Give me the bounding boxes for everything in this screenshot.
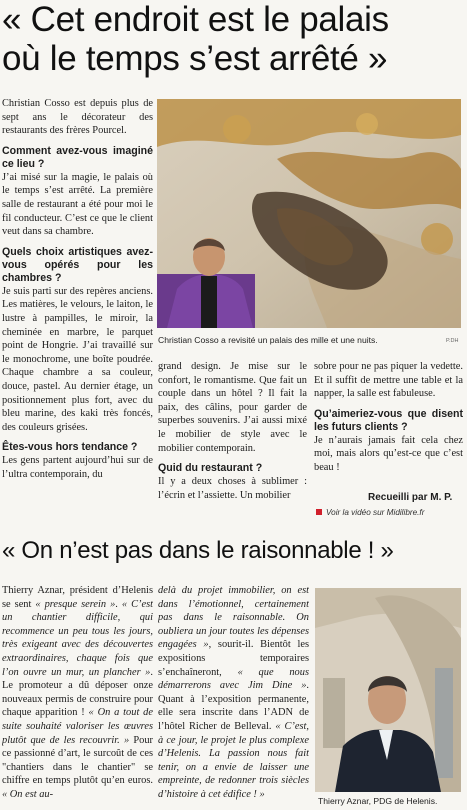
palace-photo [157, 99, 461, 328]
question-2: Quels choix artistiques avez-vous opérés pour les chambres ? [2, 245, 153, 284]
text-segment: , sourit-il. Bientôt les expositions temporaires s’enchaîneront, [158, 639, 309, 678]
question-4: Quid du restaurant ? [158, 462, 263, 475]
column-2-text: grand design. Je mise sur le confort, le romantisme. Que fait un couple dans un hôtel ? Il fait la paix, des câlins, pour garder de superbes souvenirs. J’ai aussi mixé le mobilier de style avec le mobilier contemporain. [158, 361, 307, 454]
palace-photo-illustration [157, 99, 461, 328]
question-1: Comment avez-vous imaginé ce lieu ? [2, 144, 153, 170]
answer-2: Je suis parti sur des repères anciens. Les matières, le velours, le laiton, le lustre à pampilles, le miroir, la cheminée en marbre, le parquet point de Hongrie. J’ai travaillé sur le monochrome, une boîte poudrée. Chaque chambre a sa couleur, douce, pastel. Au dernier étage, un positionnement plus fort, avec du bleu marine, des kaki très foncés, des couleurs grisées. [2, 285, 153, 433]
headline-1-line-1: « Cet endroit est le palais [2, 0, 389, 39]
article-2-column-2 [158, 584, 309, 810]
palace-photo-caption: Christian Cosso a revisité un palais des mille et une nuits. [158, 335, 378, 345]
text-segment: Pour ce passionné d’art, le surcoût de ces "chantiers dans le chantier" se chiffre en temps plutôt qu’en euros. [2, 734, 153, 787]
video-bullet-icon [316, 509, 322, 515]
text-segment: « C’est un chantier difficile, qui recommence un peu tous les jours, très exigeant avec des découvertes extraordinaires, chaque fois que l’on ouvre un mur, un plancher » [2, 598, 153, 678]
palace-photo-credit: P.DH [446, 338, 459, 344]
article-1-column-3 [314, 360, 463, 490]
text-segment: Thierry Aznar, président d’Helenis se sent [2, 585, 153, 610]
answer-3: Les gens partent aujourd’hui sur de l’ultra contemporain, du [2, 455, 153, 480]
video-link[interactable] [316, 508, 424, 517]
text-segment: delà du projet immobilier, on est dans l’émotionnel, certainement pas dans le raisonnable. On oubliera un jour toutes les dépenses engagées » [158, 585, 309, 651]
interview-signature: Recueilli par M. P. [368, 492, 453, 503]
article-2-column-2-text [158, 584, 309, 802]
article-1-column-1 [2, 97, 153, 521]
question-3: Êtes-vous hors tendance ? [2, 441, 138, 454]
article-2-column-1-text [2, 584, 153, 802]
text-segment: « On a tout de suite souhaité valoriser les œuvres plutôt que de les recouvrir. » [2, 707, 153, 746]
text-segment: . Le promoteur a dû déposer onze nouveaux permis de construire pour chaque apparition ! [2, 666, 153, 719]
headline-2: « On n’est pas dans le raisonnable ! » [2, 537, 394, 564]
article-1-column-2 [158, 360, 307, 520]
answer-1: J’ai misé sur la magie, le palais où le temps s’est arrêté. La première salle de restaurant a été pour moi le fil conducteur. C’est ce que le client veut dans sa chambre. [2, 171, 153, 238]
intro-text: Christian Cosso est depuis plus de sept ans le décorateur des restaurants des frères Pourcel. [2, 98, 153, 137]
headline-1 [2, 0, 467, 78]
text-segment: « C’est, à ce jour, le projet le plus complexe d’Helenis. La passion nous fait tenir, on a envie de laisser une empreinte, de redonner trois siècles d’histoire à cet édifice ! » [158, 720, 309, 800]
text-segment: . [115, 598, 122, 610]
text-segment: . Quant à l’exposition permanente, elle sera inscrite dans l’ADN de l’hôtel Richer de Belleval. [158, 680, 309, 732]
answer-4: Il y a deux choses à sublimer : l’écrin et l’assiette. Un mobilier [158, 476, 307, 501]
text-segment: « que nous démarrerons avec Jim Dine » [158, 666, 309, 692]
text-segment: « On est au- [2, 788, 54, 800]
question-5: Qu’aimeriez-vous que disent les futurs clients ? [314, 407, 463, 433]
video-link-text[interactable]: Voir la vidéo sur Midilibre.fr [326, 508, 425, 517]
answer-5: Je n’aurais jamais fait cela chez moi, mais alors qu’est-ce que c’est beau ! [314, 434, 463, 473]
column-3-text: sobre pour ne pas piquer la vedette. Et il suffit de mettre une table et la napper, la salle est fabuleuse. [314, 361, 463, 400]
article-2-column-1 [2, 584, 153, 810]
headline-1-line-2: où le temps s’est arrêté » [2, 39, 388, 78]
aznar-photo-illustration [315, 588, 461, 792]
aznar-photo [315, 588, 461, 792]
aznar-photo-caption: Thierry Aznar, PDG de Helenis. [318, 796, 438, 806]
text-segment: « presque serein » [35, 598, 116, 610]
